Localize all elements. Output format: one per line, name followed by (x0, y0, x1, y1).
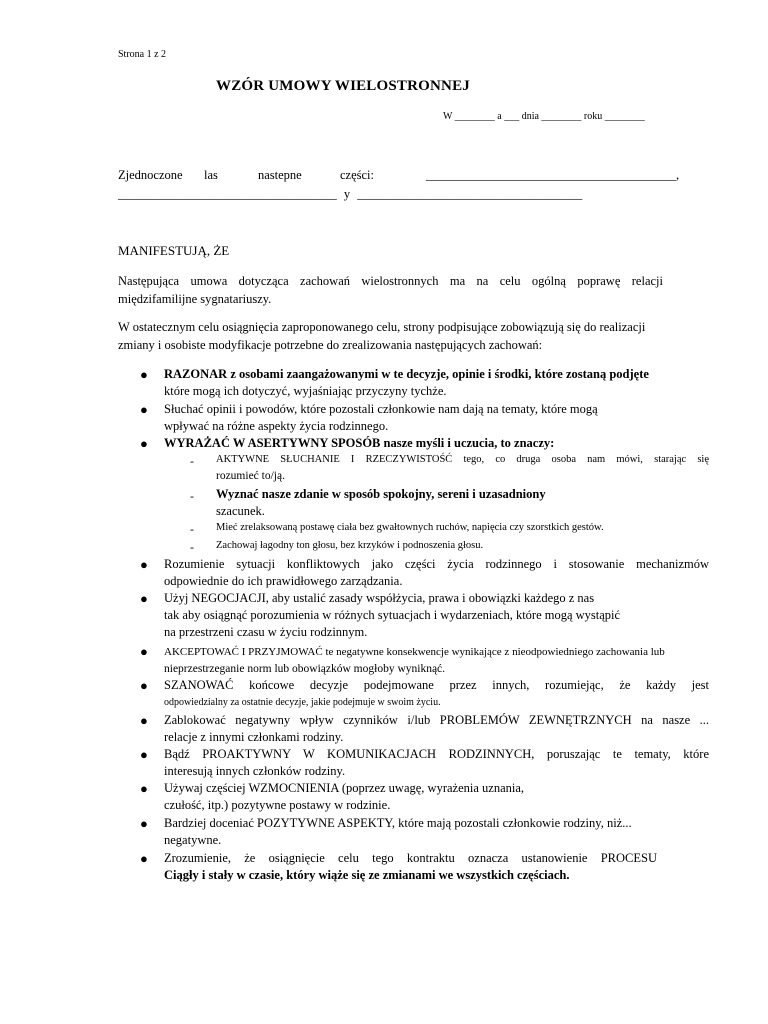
item-line: nieprzestrzeganie norm lub obowiązków mogłoby wyniknąć. (164, 663, 446, 675)
bullet-icon: ● (140, 557, 148, 572)
list-item-text (164, 746, 709, 780)
item-line: Używaj częściej WZMOCNIENIA (poprzez uwagę, wyrażenia uznania, (164, 781, 525, 795)
bullet-icon: ● (140, 402, 148, 417)
item-line: interesują innych członków rodziny. (164, 764, 346, 778)
sub-item-text (216, 451, 709, 485)
item-line: czułość, itp.) pozytywne postawy w rodzinie. (164, 798, 391, 812)
dash-icon: - (190, 522, 194, 536)
parties-word: nastepne (258, 168, 302, 182)
sub-item-text (216, 486, 709, 520)
item-line: wpływać na różne aspekty życia rodzinnego. (164, 419, 389, 433)
paragraph-line: zmiany i osobiste modyfikacje potrzebne do zrealizowania następujących zachowań: (118, 338, 543, 352)
item-line: szacunek. (216, 504, 265, 518)
item-line: relacje z innymi członkami rodziny. (164, 730, 344, 744)
item-line (164, 643, 709, 661)
sub-item-text (216, 519, 709, 536)
item-line: Rozumienie sytuacji konfliktowych jako części życia rodzinnego i stosowanie mechanizmów (164, 557, 709, 571)
document-title: WZÓR UMOWY WIELOSTRONNEJ (216, 78, 470, 94)
bullet-icon: ● (140, 591, 148, 606)
intro-paragraph-2 (118, 318, 663, 354)
paragraph-line: międzifamilijne sygnatariuszy. (118, 292, 272, 306)
parties-word: las (204, 168, 218, 182)
party-blank-3: ____________________________________ (357, 187, 583, 201)
list-item-text (164, 590, 709, 641)
item-line: Ciągły i stały w czasie, który wiąże się ze zmianami we wszystkich częściach. (164, 868, 570, 882)
bullet-icon: ● (140, 436, 148, 451)
list-item-text (164, 643, 709, 678)
item-line: Bardziej doceniać POZYTYWNE ASPEKTY, które mają pozostali członkowie rodziny, niż... (164, 816, 632, 830)
item-line: na przestrzeni czasu w życiu rodzinnym. (164, 625, 368, 639)
list-item-text (164, 850, 709, 884)
bullet-icon: ● (140, 747, 148, 762)
item-line: odpowiedzialny za ostatnie decyzje, jakie podejmuje w swoim życiu. (164, 697, 441, 708)
item-line: rozumieć to/ją. (216, 470, 285, 482)
party-blank-2: ___________________________________ (118, 187, 337, 201)
parties-line-2 (118, 187, 582, 202)
item-line: odpowiednie do ich prawidłowego zarządzania. (164, 574, 403, 588)
bullet-icon: ● (140, 367, 148, 382)
item-line: Słuchać opinii i powodów, które pozostali członkowie nam dają na tematy, które mogą (164, 402, 598, 416)
parties-word: części: (340, 168, 375, 182)
item-line: Bądź PROAKTYWNY W KOMUNIKACJACH RODZINNYCH, poruszając te tematy, które (164, 747, 709, 761)
item-line: WYRAŻAĆ W ASERTYWNY SPOSÓB nasze myśli i uczucia, to znaczy: (164, 436, 555, 450)
list-item-text (164, 435, 709, 452)
bullet-icon: ● (140, 678, 148, 693)
item-line: Mieć zrelaksowaną postawę ciała bez gwałtownych ruchów, napięcia czy szorstkich gestów. (216, 522, 604, 533)
parties-word: Zjednoczone (118, 168, 183, 182)
bullet-icon: ● (140, 781, 148, 796)
list-item-text (164, 401, 709, 435)
item-line-text: AKCEPTOWAĆ I PRZYJMOWAĆ te negatywne konsekwencje wynikające z nieodpowiedniego zachowania lub (164, 646, 665, 658)
dash-icon: - (190, 540, 194, 554)
item-line: SZANOWAĆ końcowe decyzje podejmowane przez innych, rozumiejąc, że każdy jest (164, 678, 709, 692)
item-line: AKTYWNE SŁUCHANIE I RZECZYWISTOŚĆ tego, co druga osoba nam mówi, starając się (216, 454, 709, 465)
item-line: Wyznać nasze zdanie w sposób spokojny, sereni i uzasadniony (216, 487, 546, 501)
item-line: negatywne. (164, 833, 222, 847)
item-line: które mogą ich dotyczyć, wyjaśniając przyczyny tychże. (164, 384, 447, 398)
list-item-text (164, 712, 709, 746)
paragraph-line: W ostatecznym celu osiągnięcia zaproponowanego celu, strony podpisujące zobowiązują się do realizacji (118, 320, 646, 334)
section-heading: MANIFESTUJĄ, ŻE (118, 243, 230, 258)
item-line: Zablokować negatywny wpływ czynników i/lub PROBLEMÓW ZEWNĘTRZNYCH na nasze ... (164, 713, 709, 727)
item-line: RAZONAR z osobami zaangażowanymi w te decyzje, opinie i środki, które zostaną podjęte (164, 367, 649, 381)
item-line: Użyj NEGOCJACJI, aby ustalić zasady współżycia, prawa i obowiązki każdego z nas (164, 591, 595, 605)
item-line: tak aby osiągnąć porozumienia w różnych sytuacjach i wydarzeniach, które mogą wystąpić (164, 608, 621, 622)
date-line: W ________ a ___ dnia ________ roku ________ (443, 111, 645, 122)
sub-item-text (216, 537, 709, 554)
list-item-text (164, 556, 709, 590)
list-item-text (164, 815, 709, 849)
item-line: Zachowaj łagodny ton głosu, bez krzyków i podnoszenia głosu. (216, 540, 484, 551)
page-number: Strona 1 z 2 (118, 49, 167, 60)
dash-icon: - (190, 489, 194, 503)
list-item-text (164, 677, 709, 711)
conjunction: y (343, 187, 351, 201)
dash-icon: - (190, 454, 194, 468)
bullet-icon: ● (140, 851, 148, 866)
bullet-icon: ● (140, 644, 148, 659)
party-blank-1: ________________________________________, (426, 168, 680, 182)
list-item-text (164, 366, 709, 400)
paragraph-line: Następująca umowa dotycząca zachowań wielostronnych ma na celu ogólną poprawę relacji (118, 274, 663, 288)
intro-paragraph-1 (118, 272, 663, 308)
list-item-text (164, 780, 709, 814)
bullet-icon: ● (140, 713, 148, 728)
bullet-icon: ● (140, 816, 148, 831)
item-line: Zrozumienie, że osiągnięcie celu tego kontraktu oznacza ustanowienie PROCESU (164, 851, 657, 865)
